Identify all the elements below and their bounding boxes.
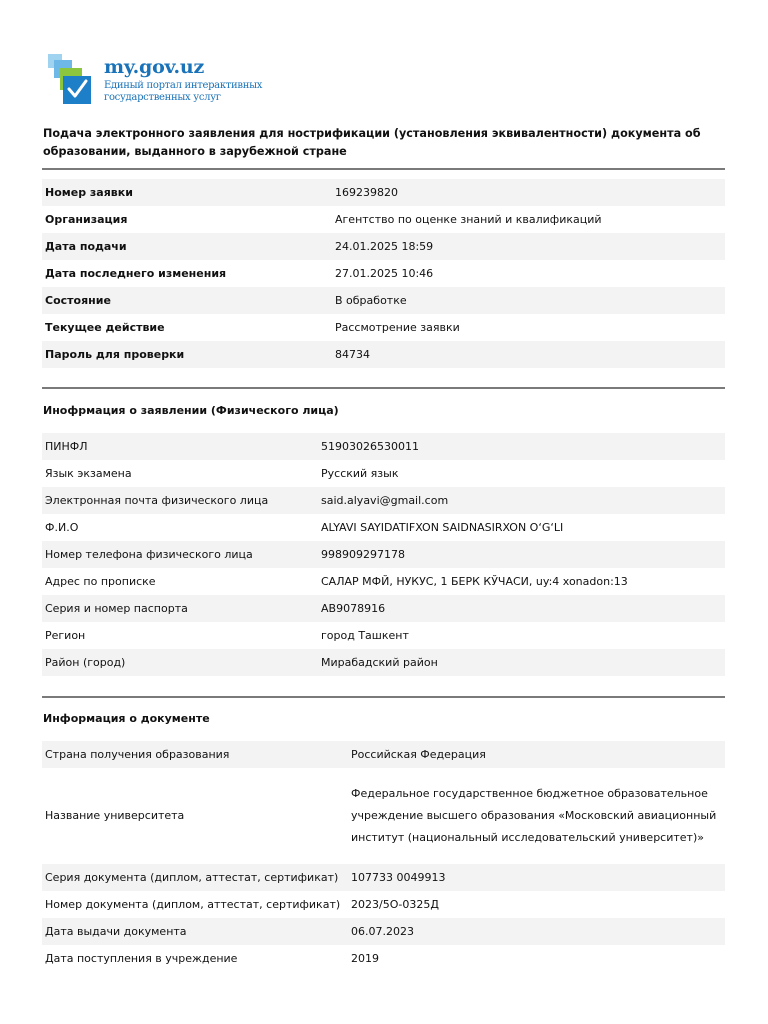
- checkmark-logo-icon: [46, 54, 94, 106]
- field-value: ALYAVI SAYIDATIFXON SAIDNASIRXON O‘G‘LI: [318, 514, 725, 541]
- field-label: Серия документа (диплом, аттестат, сертификат): [42, 864, 348, 891]
- field-value: В обработке: [332, 287, 725, 314]
- table-row: [42, 233, 725, 260]
- portal-logo: [46, 54, 306, 110]
- field-value: город Ташкент: [318, 622, 725, 649]
- table-row: [42, 341, 725, 368]
- field-label: Номер заявки: [42, 179, 332, 206]
- applicant-table: [42, 433, 725, 676]
- document-title: Подача электронного заявления для нострификации (установления эквивалентности) документа об образовании, выданного в зарубежной стране: [43, 127, 701, 158]
- field-value: 27.01.2025 10:46: [332, 260, 725, 287]
- field-label: Организация: [42, 206, 332, 233]
- table-row: [42, 918, 725, 945]
- field-value: 169239820: [332, 179, 725, 206]
- field-value: Мирабадский район: [318, 649, 725, 676]
- field-label: Электронная почта физического лица: [42, 487, 318, 514]
- field-label: Дата последнего изменения: [42, 260, 332, 287]
- table-row: [42, 622, 725, 649]
- table-row: [42, 864, 725, 891]
- table-row: [42, 460, 725, 487]
- field-value: 06.07.2023: [348, 918, 725, 945]
- field-value: Федеральное государственное бюджетное образовательное учреждение высшего образования «Московский авиационный институт (национальный исследовательский университет)»: [348, 768, 725, 864]
- document-section-title: Информация о документе: [43, 712, 210, 725]
- field-label: Ф.И.О: [42, 514, 318, 541]
- field-value: 51903026530011: [318, 433, 725, 460]
- field-label: Регион: [42, 622, 318, 649]
- field-value: Агентство по оценке знаний и квалификаций: [332, 206, 725, 233]
- field-label: Дата подачи: [42, 233, 332, 260]
- field-label: Пароль для проверки: [42, 341, 332, 368]
- table-row: [42, 945, 725, 972]
- field-value: Рассмотрение заявки: [332, 314, 725, 341]
- field-label: Язык экзамена: [42, 460, 318, 487]
- field-value: 24.01.2025 18:59: [332, 233, 725, 260]
- table-row: [42, 741, 725, 768]
- divider: [42, 387, 725, 389]
- divider: [42, 696, 725, 698]
- divider: [42, 168, 725, 170]
- logo-subtitle: [104, 80, 304, 104]
- table-row: [42, 891, 725, 918]
- field-label: Район (город): [42, 649, 318, 676]
- table-row: [42, 487, 725, 514]
- field-label: Номер документа (диплом, аттестат, сертификат): [42, 891, 348, 918]
- field-label: Дата поступления в учреждение: [42, 945, 348, 972]
- applicant-section-title: Инофрмация о заявлении (Физического лица): [43, 404, 339, 417]
- table-row: [42, 649, 725, 676]
- field-value: AB9078916: [318, 595, 725, 622]
- field-label: ПИНФЛ: [42, 433, 318, 460]
- field-value: 107733 0049913: [348, 864, 725, 891]
- table-row: [42, 568, 725, 595]
- field-value: Российская Федерация: [348, 741, 725, 768]
- field-label: Номер телефона физического лица: [42, 541, 318, 568]
- table-row: [42, 768, 725, 864]
- application-table: [42, 179, 725, 368]
- table-row: [42, 433, 725, 460]
- table-row: [42, 314, 725, 341]
- table-row: [42, 595, 725, 622]
- table-row: [42, 514, 725, 541]
- logo-title: my.gov.uz: [104, 56, 205, 78]
- field-value: 2019: [348, 945, 725, 972]
- field-label: Адрес по прописке: [42, 568, 318, 595]
- field-label: Серия и номер паспорта: [42, 595, 318, 622]
- table-row: [42, 179, 725, 206]
- table-row: [42, 541, 725, 568]
- logo-subtitle-line2: государственных услуг: [104, 92, 221, 103]
- document-info-table: [42, 741, 725, 972]
- field-label: Дата выдачи документа: [42, 918, 348, 945]
- field-value: САЛАР МФЙ, НУКУС, 1 БЕРК КЎЧАСИ, uy:4 xonadon:13: [318, 568, 725, 595]
- table-row: [42, 206, 725, 233]
- field-value: Русский язык: [318, 460, 725, 487]
- table-row: [42, 260, 725, 287]
- field-value: 84734: [332, 341, 725, 368]
- field-value: 998909297178: [318, 541, 725, 568]
- logo-subtitle-line1: Единый портал интерактивных: [104, 80, 263, 91]
- table-row: [42, 287, 725, 314]
- field-label: Название университета: [42, 768, 348, 864]
- field-label: Страна получения образования: [42, 741, 348, 768]
- field-value: said.alyavi@gmail.com: [318, 487, 725, 514]
- field-label: Состояние: [42, 287, 332, 314]
- field-label: Текущее действие: [42, 314, 332, 341]
- field-value: 2023/5О-0325Д: [348, 891, 725, 918]
